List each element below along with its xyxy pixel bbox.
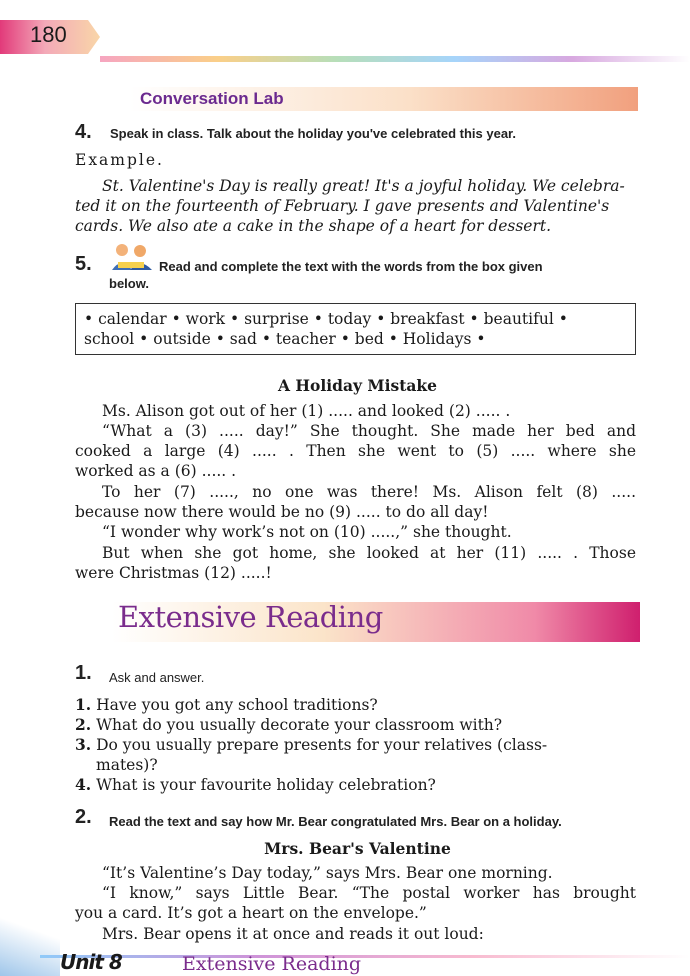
conversation-lab-title: Conversation Lab bbox=[140, 89, 284, 108]
footer-section-title: Extensive Reading bbox=[182, 953, 362, 975]
corner-decoration bbox=[0, 900, 60, 976]
question-item: 4. What is your favourite holiday celebration? bbox=[75, 775, 436, 794]
example-label: Example. bbox=[75, 151, 164, 169]
task-4-instruction: Speak in class. Talk about the holiday you've celebrated this year. bbox=[110, 126, 517, 141]
story-1-line: because now there would be no (9) ..... to do all day! bbox=[75, 503, 489, 521]
question-item: 2. What do you usually decorate your classroom with? bbox=[75, 715, 503, 734]
story-2-line: “It’s Valentine’s Day today,” says Mrs. Bear one morning. bbox=[102, 864, 553, 882]
unit-logo: Unit 8 bbox=[60, 950, 122, 974]
story-1-line: But when she got home, she looked at her (11) ..... . Those bbox=[102, 544, 636, 562]
task-4-number: 4. bbox=[75, 121, 92, 143]
example-line-3: cards. We also ate a cake in the shape of a heart for dessert. bbox=[75, 217, 552, 235]
footer-rule bbox=[40, 955, 690, 958]
er-task-2-instruction: Read the text and say how Mr. Bear congratulated Mrs. Bear on a holiday. bbox=[109, 814, 562, 829]
story-1-line: “I wonder why work’s not on (10) .....,” she thought. bbox=[102, 523, 512, 541]
question-item-continued: mates)? bbox=[96, 756, 158, 774]
question-item: 3. Do you usually prepare presents for your relatives (class- bbox=[75, 735, 548, 754]
extensive-reading-title: Extensive Reading bbox=[118, 600, 383, 634]
story-1-line: Ms. Alison got out of her (1) ..... and looked (2) ..... . bbox=[102, 402, 511, 420]
story-1-line: “What a (3) ..... day!” She thought. She made her bed and bbox=[102, 422, 636, 440]
story-1-line: were Christmas (12) .....! bbox=[75, 564, 272, 582]
page-number: 180 bbox=[30, 22, 67, 47]
story-1-title: A Holiday Mistake bbox=[277, 376, 438, 395]
word-box-line-1: • calendar • work • surprise • today • breakfast • beautiful • bbox=[84, 310, 568, 328]
story-1-line: worked as a (6) ..... . bbox=[75, 462, 237, 480]
example-line-1: St. Valentine's Day is really great! It's a joyful holiday. We celebra- bbox=[102, 177, 625, 195]
word-box-line-2: school • outside • sad • teacher • bed • Holidays • bbox=[84, 330, 486, 348]
task-5-instruction-line-2: below. bbox=[109, 276, 149, 291]
header-rule bbox=[100, 56, 690, 62]
er-task-2-number: 2. bbox=[75, 806, 92, 828]
story-1-line: To her (7) ....., no one was there! Ms. Alison felt (8) ..... bbox=[102, 483, 636, 501]
story-1-line: cooked a large (4) ..... . Then she went to (5) ..... where she bbox=[75, 442, 636, 460]
story-2-line: “I know,” says Little Bear. “The postal worker has brought bbox=[102, 884, 636, 902]
reading-students-icon bbox=[108, 242, 156, 272]
question-item: 1. Have you got any school traditions? bbox=[75, 695, 378, 714]
task-5-instruction-line-1: Read and complete the text with the words from the box given bbox=[159, 259, 543, 274]
er-task-1-number: 1. bbox=[75, 662, 92, 684]
task-5-number: 5. bbox=[75, 253, 92, 275]
story-2-title: Mrs. Bear's Valentine bbox=[264, 839, 451, 858]
story-2-line: you a card. It’s got a heart on the envelope.” bbox=[75, 904, 427, 922]
story-2-line: Mrs. Bear opens it at once and reads it out loud: bbox=[102, 925, 484, 943]
example-line-2: ted it on the fourteenth of February. I gave presents and Valentine's bbox=[75, 197, 610, 215]
word-box bbox=[75, 303, 636, 355]
er-task-1-instruction: Ask and answer. bbox=[109, 670, 205, 685]
